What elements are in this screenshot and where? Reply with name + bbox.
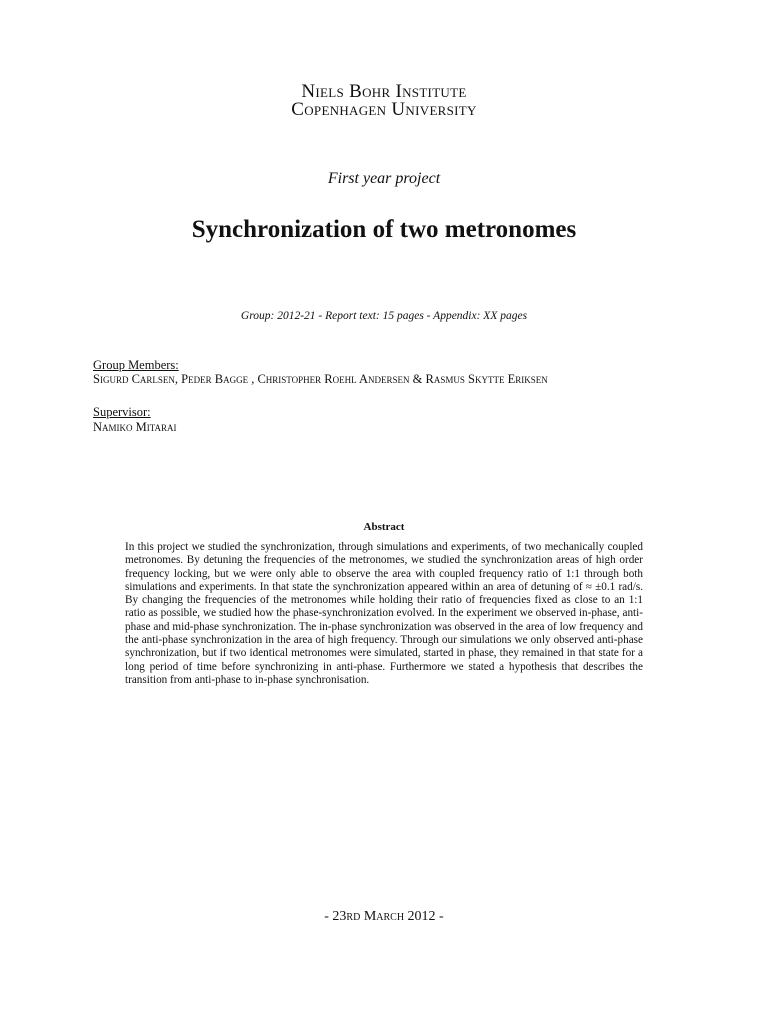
institute-name: Niels Bohr Institute [301, 81, 467, 102]
supervisor-label: Supervisor: [93, 405, 151, 419]
group-members-label: Group Members: [93, 358, 179, 372]
group-info: Group: 2012-21 - Report text: 15 pages - Appendix: XX pages [240, 310, 528, 322]
project-type: First year project [327, 170, 441, 187]
group-members-names: Sigurd Carlsen, Peder Bagge , Christopher Roehl Andersen & Rasmus Skytte Eriksen [93, 372, 548, 386]
supervisor-name: Namiko Mitarai [93, 420, 177, 434]
abstract-text: In this project we studied the synchronization, through simulations and experiments, of two mechanically coupled metronomes. By detuning the frequencies of the metronomes, we studied the synchronization areas of high order frequency locking, but we were only able to observe the area with coupled frequency ratio of 1:1 through both simulations and experiments. In that state the synchronization appeared within an area of detuning of ≈ ±0.1 rad/s. By changing the frequencies of the metronomes while holding their ratio of frequencies fixed as close to an 1:1 ratio as possible, we studied how the phase-synchronization evolved. In the experiment we observed in-phase, anti-phase and mid-phase synchronization. The in-phase synchronization was observed in the area of low frequency and the anti-phase synchronization in the area of high frequency. Through our simulations we only observed anti-phase synchronization, but if two identical metronomes were simulated, started in phase, they remained in that state for a long period of time before synchronizing in anti-phase. Furthermore we stated a hypothesis that describes the transition from anti-phase to in-phase synchronisation. [125, 541, 643, 686]
university-name: Copenhagen University [291, 99, 477, 120]
abstract-heading: Abstract [363, 521, 405, 533]
report-title: Synchronization of two metronomes [191, 216, 577, 243]
institute-header [0, 83, 768, 119]
report-date: - 23rd March 2012 - [324, 909, 444, 924]
